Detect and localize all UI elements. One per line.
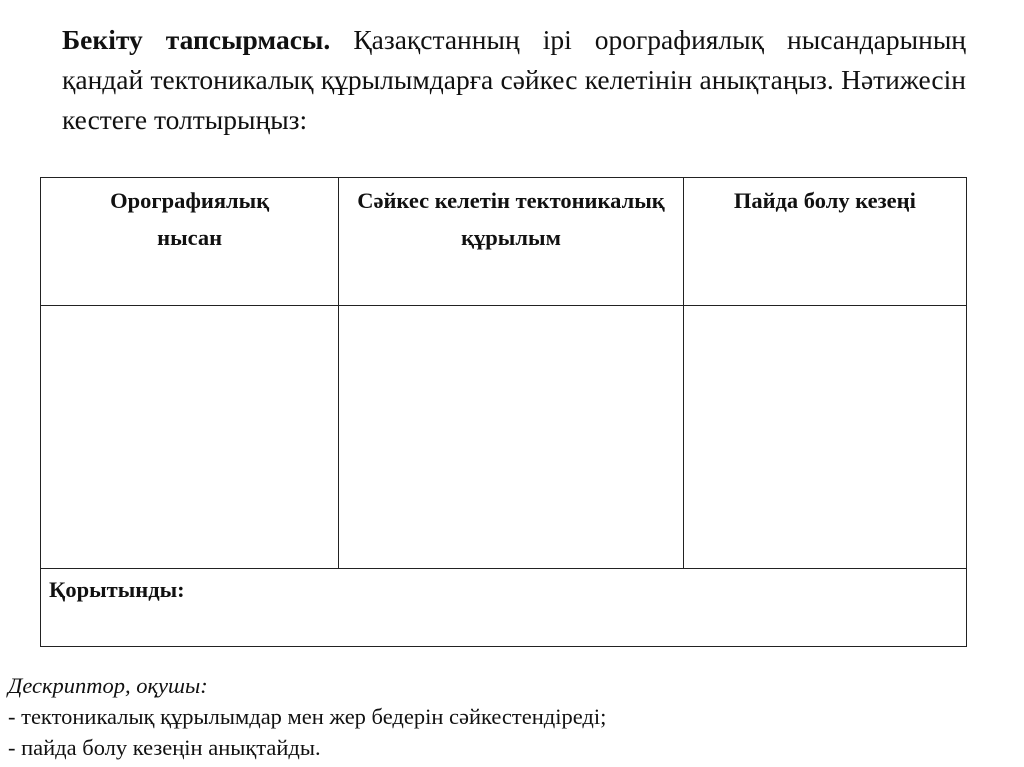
- answer-cell-tectonic-structure[interactable]: [339, 306, 683, 569]
- header-formation-period: [683, 178, 966, 306]
- table-header-row: [41, 178, 967, 306]
- table-row: [41, 306, 967, 569]
- conclusion-cell[interactable]: [41, 568, 967, 646]
- task-paragraph: [62, 20, 966, 140]
- answer-table: [40, 177, 967, 647]
- header-orographic-object-label: Орографиялық нысан: [110, 188, 270, 250]
- descriptor-item: - тектоникалық құрылымдар мен жер бедерін сәйкестендіреді;: [8, 704, 607, 729]
- header-tectonic-structure-label: Сәйкес келетін тектоникалық құрылым: [357, 188, 665, 250]
- header-tectonic-structure: [339, 178, 683, 306]
- task-title: Бекіту тапсырмасы.: [62, 24, 331, 55]
- header-orographic-object: [41, 178, 339, 306]
- descriptor-title: Дескриптор, оқушы:: [8, 673, 208, 698]
- header-formation-period-label: Пайда болу кезеңі: [733, 188, 916, 213]
- answer-cell-formation-period[interactable]: [683, 306, 966, 569]
- task-text: Қазақстанның ірі орографиялық нысандарының қандай тектоникалық құрылымдарға сәйкес келетінін анықтаңыз. Нәтижесін кестеге толтырыңыз:: [62, 24, 967, 135]
- descriptor-item: - пайда болу кезеңін анықтайды.: [8, 735, 321, 760]
- descriptor-block: [8, 670, 606, 763]
- answer-cell-orographic-object[interactable]: [41, 306, 339, 569]
- conclusion-label: Қорытынды:: [49, 576, 185, 602]
- conclusion-row: [41, 568, 967, 646]
